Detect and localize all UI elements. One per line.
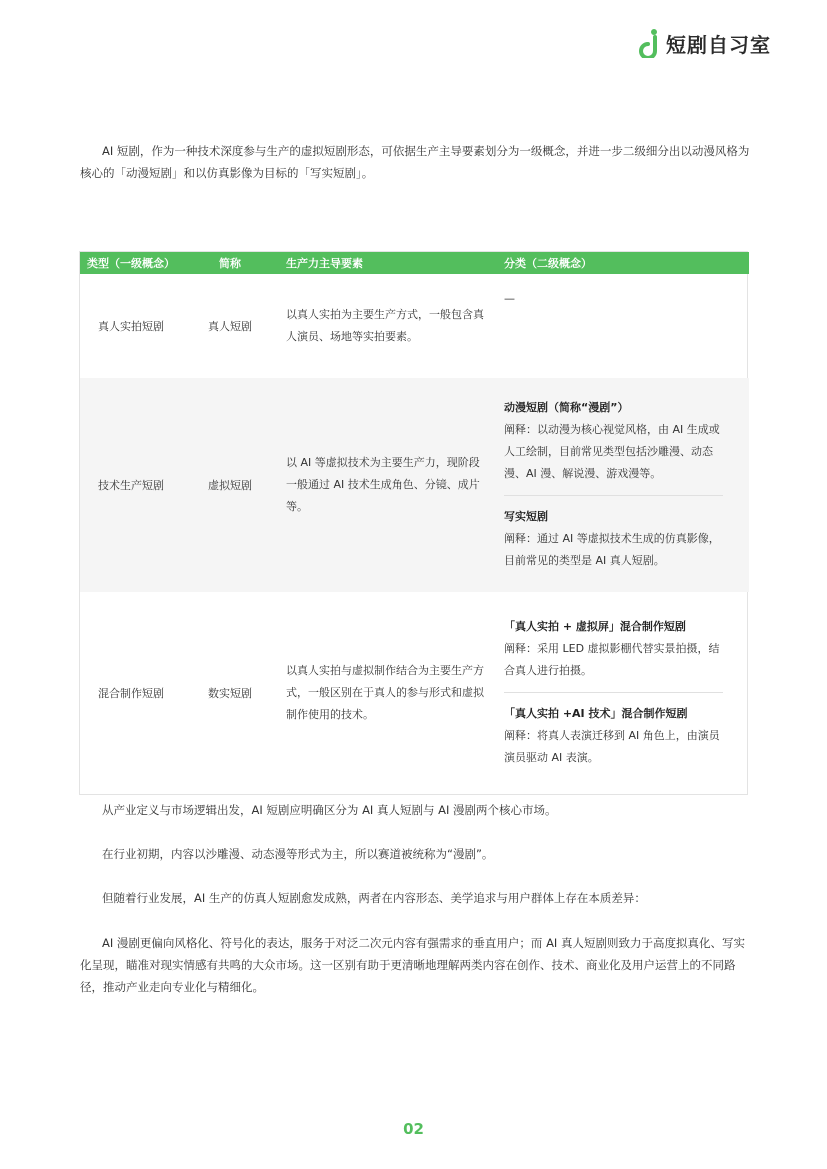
category-title: 「真人实拍 + 虚拟屏」混合制作短剧 xyxy=(504,619,686,633)
table-row xyxy=(80,274,749,378)
header-abbr: 简称 xyxy=(182,252,278,274)
category-desc: 阐释：将真人表演迁移到 AI 角色上，由演员演员驱动 AI 表演。 xyxy=(504,728,720,764)
page-number: 02 xyxy=(403,1120,424,1138)
row-category xyxy=(496,274,749,378)
row-category xyxy=(496,592,749,794)
brand-name: 短剧自习室 xyxy=(666,32,771,57)
row-abbr: 虚拟短剧 xyxy=(208,479,252,492)
category-title: 「真人实拍 +AI 技术」混合制作短剧 xyxy=(504,706,688,720)
header-category: 分类（二级概念） xyxy=(496,252,749,274)
classification-table xyxy=(79,251,748,795)
category-desc: 阐释：采用 LED 虚拟影棚代替实景拍摄，结合真人进行拍摄。 xyxy=(504,641,720,677)
table-row xyxy=(80,592,749,794)
row-type: 混合制作短剧 xyxy=(98,687,164,700)
category-title: 动漫短剧（简称“漫剧”） xyxy=(504,400,629,414)
body-paragraph: 在行业初期，内容以沙雕漫、动态漫等形式为主，所以赛道被统称为“漫剧”。 xyxy=(102,847,494,861)
intro-paragraph: AI 短剧，作为一种技术深度参与生产的虚拟短剧形态，可依据生产主导要素划分为一级概念，并进一步二级细分出以动漫风格为核心的「动漫短剧」和以仿真影像为目标的「写实短剧」。 xyxy=(80,144,750,180)
row-factor: 以 AI 等虚拟技术为主要生产力，现阶段一般通过 AI 技术生成角色、分镜、成片等。 xyxy=(286,456,480,513)
header-factor: 生产力主导要素 xyxy=(278,252,496,274)
row-type: 真人实拍短剧 xyxy=(98,320,164,333)
row-category xyxy=(496,378,749,592)
row-factor: 以真人实拍为主要生产方式，一般包含真人演员、场地等实拍要素。 xyxy=(286,308,484,343)
category-empty: — xyxy=(504,292,515,305)
table-header-row xyxy=(80,252,749,274)
row-abbr: 真人短剧 xyxy=(208,320,252,333)
brand-logo xyxy=(638,28,771,58)
body-paragraph: 但随着行业发展，AI 生产的仿真人短剧愈发成熟，两者在内容形态、美学追求与用户群体上存在本质差异： xyxy=(102,891,646,905)
row-type: 技术生产短剧 xyxy=(98,479,164,492)
body-paragraph: 从产业定义与市场逻辑出发，AI 短剧应明确区分为 AI 真人短剧与 AI 漫剧两个核心市场。 xyxy=(102,803,557,817)
category-divider xyxy=(504,495,723,496)
category-divider xyxy=(504,692,723,693)
row-factor: 以真人实拍与虚拟制作结合为主要生产方式，一般区别在于真人的参与形式和虚拟制作使用的技术。 xyxy=(286,664,484,721)
table-row xyxy=(80,378,749,592)
category-title: 写实短剧 xyxy=(504,509,548,523)
brand-logo-icon xyxy=(638,28,660,58)
category-desc: 阐释：通过 AI 等虚拟技术生成的仿真影像，目前常见的类型是 AI 真人短剧。 xyxy=(504,531,720,567)
row-abbr: 数实短剧 xyxy=(208,687,252,700)
header-type: 类型（一级概念） xyxy=(80,252,182,274)
body-paragraph: AI 漫剧更偏向风格化、符号化的表达，服务于对泛二次元内容有强需求的垂直用户；而 AI 真人短剧则致力于高度拟真化、写实化呈现，瞄准对现实情感有共鸣的大众市场。这一区别有助于更清晰地理解两类内容在创作、技术、商业化及用户运营上的不同路径，推动产业走向专业化与精细化。 xyxy=(80,936,745,994)
category-desc: 阐释：以动漫为核心视觉风格，由 AI 生成或人工绘制，目前常见类型包括沙雕漫、动态漫、AI 漫、解说漫、游戏漫等。 xyxy=(504,422,720,480)
